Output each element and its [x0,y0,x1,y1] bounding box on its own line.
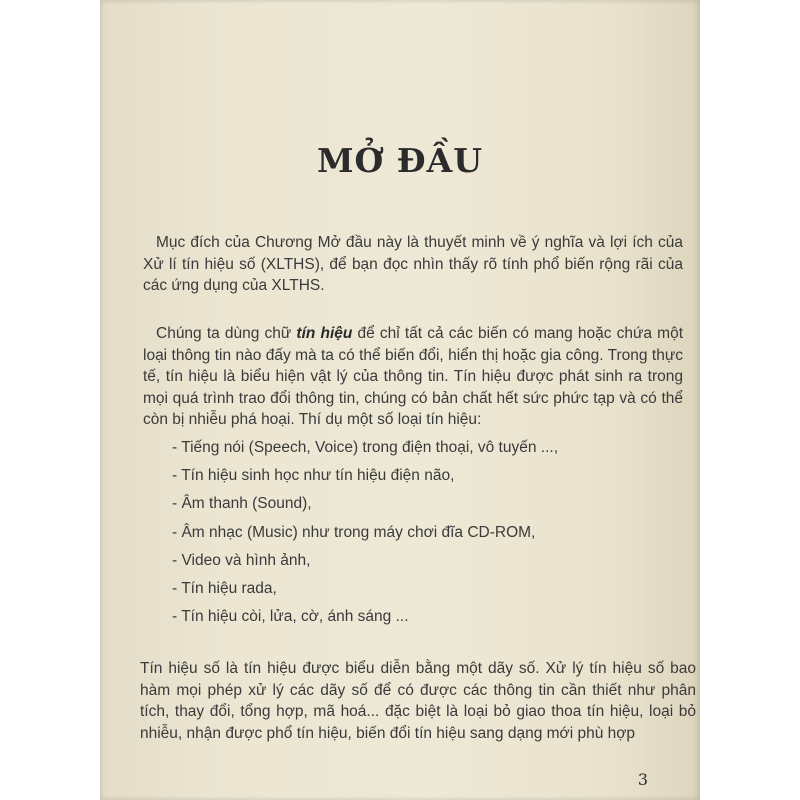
list-item: - Video và hình ảnh, [172,551,311,569]
list-item: - Tín hiệu sinh học như tín hiệu điện não, [172,467,455,485]
definition-text-before: Chúng ta dùng chữ [156,325,297,342]
list-item: - Âm thanh (Sound), [172,495,312,513]
list-item: - Tín hiệu còi, lửa, cờ, ánh sáng ... [172,608,409,626]
definition-paragraph [143,323,683,431]
chapter-heading: MỞ ĐẦU [317,141,483,180]
book-page [100,0,700,800]
intro-paragraph: Mục đích của Chương Mở đầu này là thuyết minh về ý nghĩa và lợi ích của Xử lí tín hiệu số (XLTHS), để bạn đọc nhìn thấy rõ tính phổ biến rộng rãi của các ứng dụng của XLTHS. [143,234,683,294]
signal-examples-list [172,434,558,631]
definition-text-after: để chỉ tất cả các biến có mang hoặc chứa một loại thông tin nào đấy mà ta có thể biến đổi, hiển thị hoặc gia công. Trong thực tế, tín hiệu là biểu hiện vật lý của thông tin. Tín hiệu được phát sinh ra trong mọi quá trình trao đổi thông tin, chúng có bản chất hết sức phức tạp và có thể còn bị nhiễu phá hoại. Thí dụ một số loại tín hiệu: [143,325,684,428]
page-number: 3 [637,770,648,789]
list-item: - Tiếng nói (Speech, Voice) trong điện thoại, vô tuyến ..., [172,439,559,456]
definition-term: tín hiệu [296,325,353,342]
list-item: - Tín hiệu rada, [172,579,277,597]
digital-signal-paragraph: Tín hiệu số là tín hiệu được biểu diễn bằng một dãy số. Xử lý tín hiệu số bao hàm mọi phép xử lý các dãy số để có được các thông tin cần thiết như phân tích, thay đổi, tổng hợp, mã hoá... đặc biệt là loại bỏ giao thoa tín hiệu, loại bỏ nhiễu, nhận được phổ tín hiệu, biến đổi tín hiệu sang dạng mới phù hợp [140,660,696,742]
list-item: - Âm nhạc (Music) như trong máy chơi đĩa CD-ROM, [172,523,536,541]
